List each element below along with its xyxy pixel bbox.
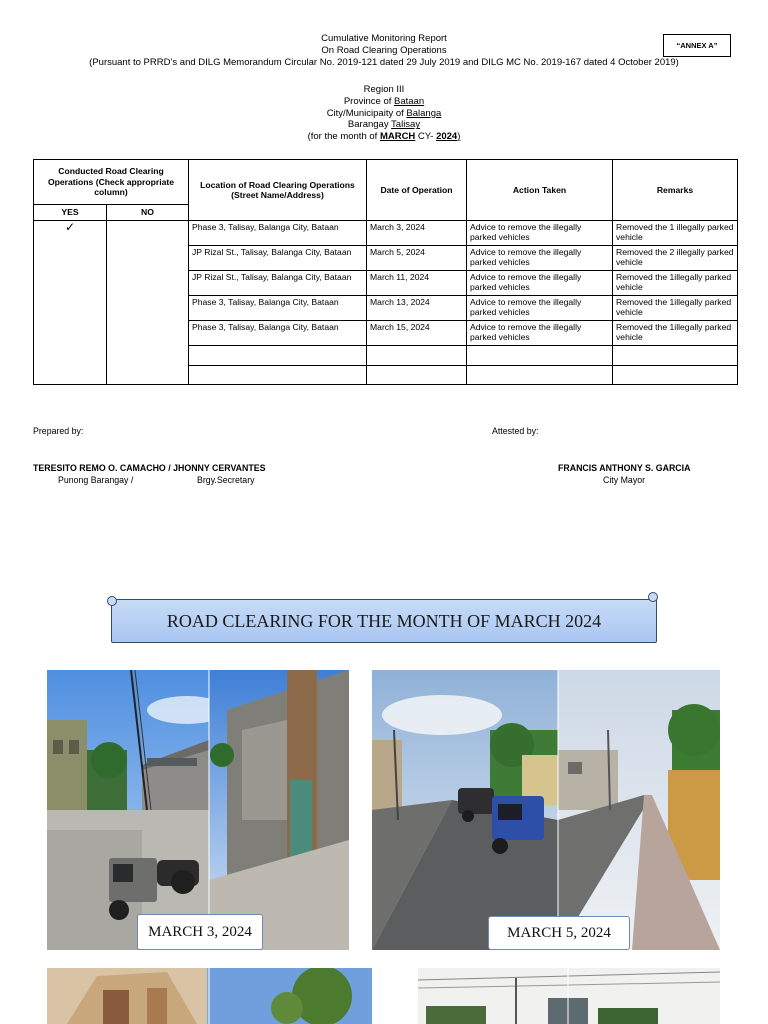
row-location: Phase 3, Talisay, Balanga City, Bataan bbox=[189, 221, 367, 246]
photo-march-5 bbox=[372, 670, 720, 950]
row-action: Advice to remove the illegally parked vehicles bbox=[467, 271, 613, 296]
photo-partial-left bbox=[47, 968, 372, 1024]
row-location: Phase 3, Talisay, Balanga City, Bataan bbox=[189, 321, 367, 346]
attester-title: City Mayor bbox=[603, 475, 646, 485]
city-line: City/Municipaity of Balanga bbox=[326, 107, 442, 119]
barangay: Talisay bbox=[391, 119, 421, 131]
row-remarks: Removed the 1illegally parked vehicle bbox=[613, 296, 738, 321]
scroll-curl-icon bbox=[107, 596, 117, 606]
report-basis: (Pursuant to PRRD’s and DILG Memorandum Circular No. 2019-121 dated 29 July 2019 and DILG MC No. 2019-167 dated 4 October 2019) bbox=[89, 56, 679, 68]
header-yes: YES bbox=[34, 205, 107, 221]
table-row bbox=[34, 221, 738, 246]
row-location: Phase 3, Talisay, Balanga City, Bataan bbox=[189, 296, 367, 321]
row-remarks: Removed the 2 illegally parked vehicle bbox=[613, 246, 738, 271]
attested-by-label: Attested by: bbox=[492, 426, 539, 436]
scroll-curl-icon bbox=[648, 592, 658, 602]
row-date: March 3, 2024 bbox=[367, 221, 467, 246]
section-banner bbox=[111, 599, 657, 643]
row-action: Advice to remove the illegally parked vehicles bbox=[467, 221, 613, 246]
row-date: March 11, 2024 bbox=[367, 271, 467, 296]
header-no: NO bbox=[107, 205, 189, 221]
banner-title: ROAD CLEARING FOR THE MONTH OF MARCH 2024 bbox=[166, 610, 602, 631]
no-cell bbox=[107, 221, 189, 385]
annex-label: “ANNEX A” bbox=[663, 34, 731, 57]
preparer-names: TERESITO REMO O. CAMACHO / JHONNY CERVANTES bbox=[33, 463, 266, 473]
city: Balanga bbox=[406, 107, 442, 119]
header-action: Action Taken bbox=[467, 160, 613, 221]
row-date: March 15, 2024 bbox=[367, 321, 467, 346]
row-date: March 5, 2024 bbox=[367, 246, 467, 271]
photo-march-3 bbox=[47, 670, 349, 950]
photo-partial-right bbox=[418, 968, 720, 1024]
province: Bataan bbox=[394, 95, 425, 107]
row-action: Advice to remove the illegally parked vehicles bbox=[467, 246, 613, 271]
row-date: March 13, 2024 bbox=[367, 296, 467, 321]
operations-table bbox=[33, 159, 738, 385]
report-header bbox=[0, 33, 768, 68]
preparer-title-1: Punong Barangay / bbox=[58, 475, 134, 485]
region: Region III bbox=[363, 84, 405, 95]
street-photo-collage bbox=[47, 968, 372, 1024]
location-block bbox=[0, 84, 768, 143]
prepared-by-label: Prepared by: bbox=[33, 426, 84, 436]
row-remarks: Removed the 1 illegally parked vehicle bbox=[613, 221, 738, 246]
street-photo-collage bbox=[418, 968, 720, 1024]
row-remarks: Removed the 1illegally parked vehicle bbox=[613, 271, 738, 296]
report-subtitle: On Road Clearing Operations bbox=[321, 44, 447, 56]
header-location: Location of Road Clearing Operations (Street Name/Address) bbox=[189, 160, 367, 221]
photo-caption: MARCH 5, 2024 bbox=[488, 916, 630, 950]
header-date: Date of Operation bbox=[367, 160, 467, 221]
barangay-line: Barangay Talisay bbox=[347, 119, 421, 131]
street-photo-collage bbox=[372, 670, 720, 950]
yes-check-cell bbox=[34, 221, 107, 385]
year: 2024 bbox=[436, 131, 458, 143]
report-title: Cumulative Monitoring Report bbox=[321, 33, 447, 44]
row-action: Advice to remove the illegally parked vehicles bbox=[467, 296, 613, 321]
checkmark-icon: ✓ bbox=[64, 220, 76, 234]
month-line: (for the month of MARCH CY- 2024) bbox=[307, 131, 461, 143]
row-remarks: Removed the 1illegally parked vehicle bbox=[613, 321, 738, 346]
photo-caption: MARCH 3, 2024 bbox=[137, 914, 263, 950]
street-photo-collage bbox=[47, 670, 349, 950]
row-location: JP Rizal St., Talisay, Balanga City, Bataan bbox=[189, 271, 367, 296]
month: MARCH bbox=[379, 131, 416, 143]
preparer-title-2: Brgy.Secretary bbox=[197, 475, 255, 485]
province-line: Province of Bataan bbox=[343, 95, 425, 107]
row-action: Advice to remove the illegally parked vehicles bbox=[467, 321, 613, 346]
attester-name: FRANCIS ANTHONY S. GARCIA bbox=[558, 463, 691, 473]
header-conducted: Conducted Road Clearing Operations (Check appropriate column) bbox=[34, 160, 189, 205]
header-remarks: Remarks bbox=[613, 160, 738, 221]
row-location: JP Rizal St., Talisay, Balanga City, Bataan bbox=[189, 246, 367, 271]
